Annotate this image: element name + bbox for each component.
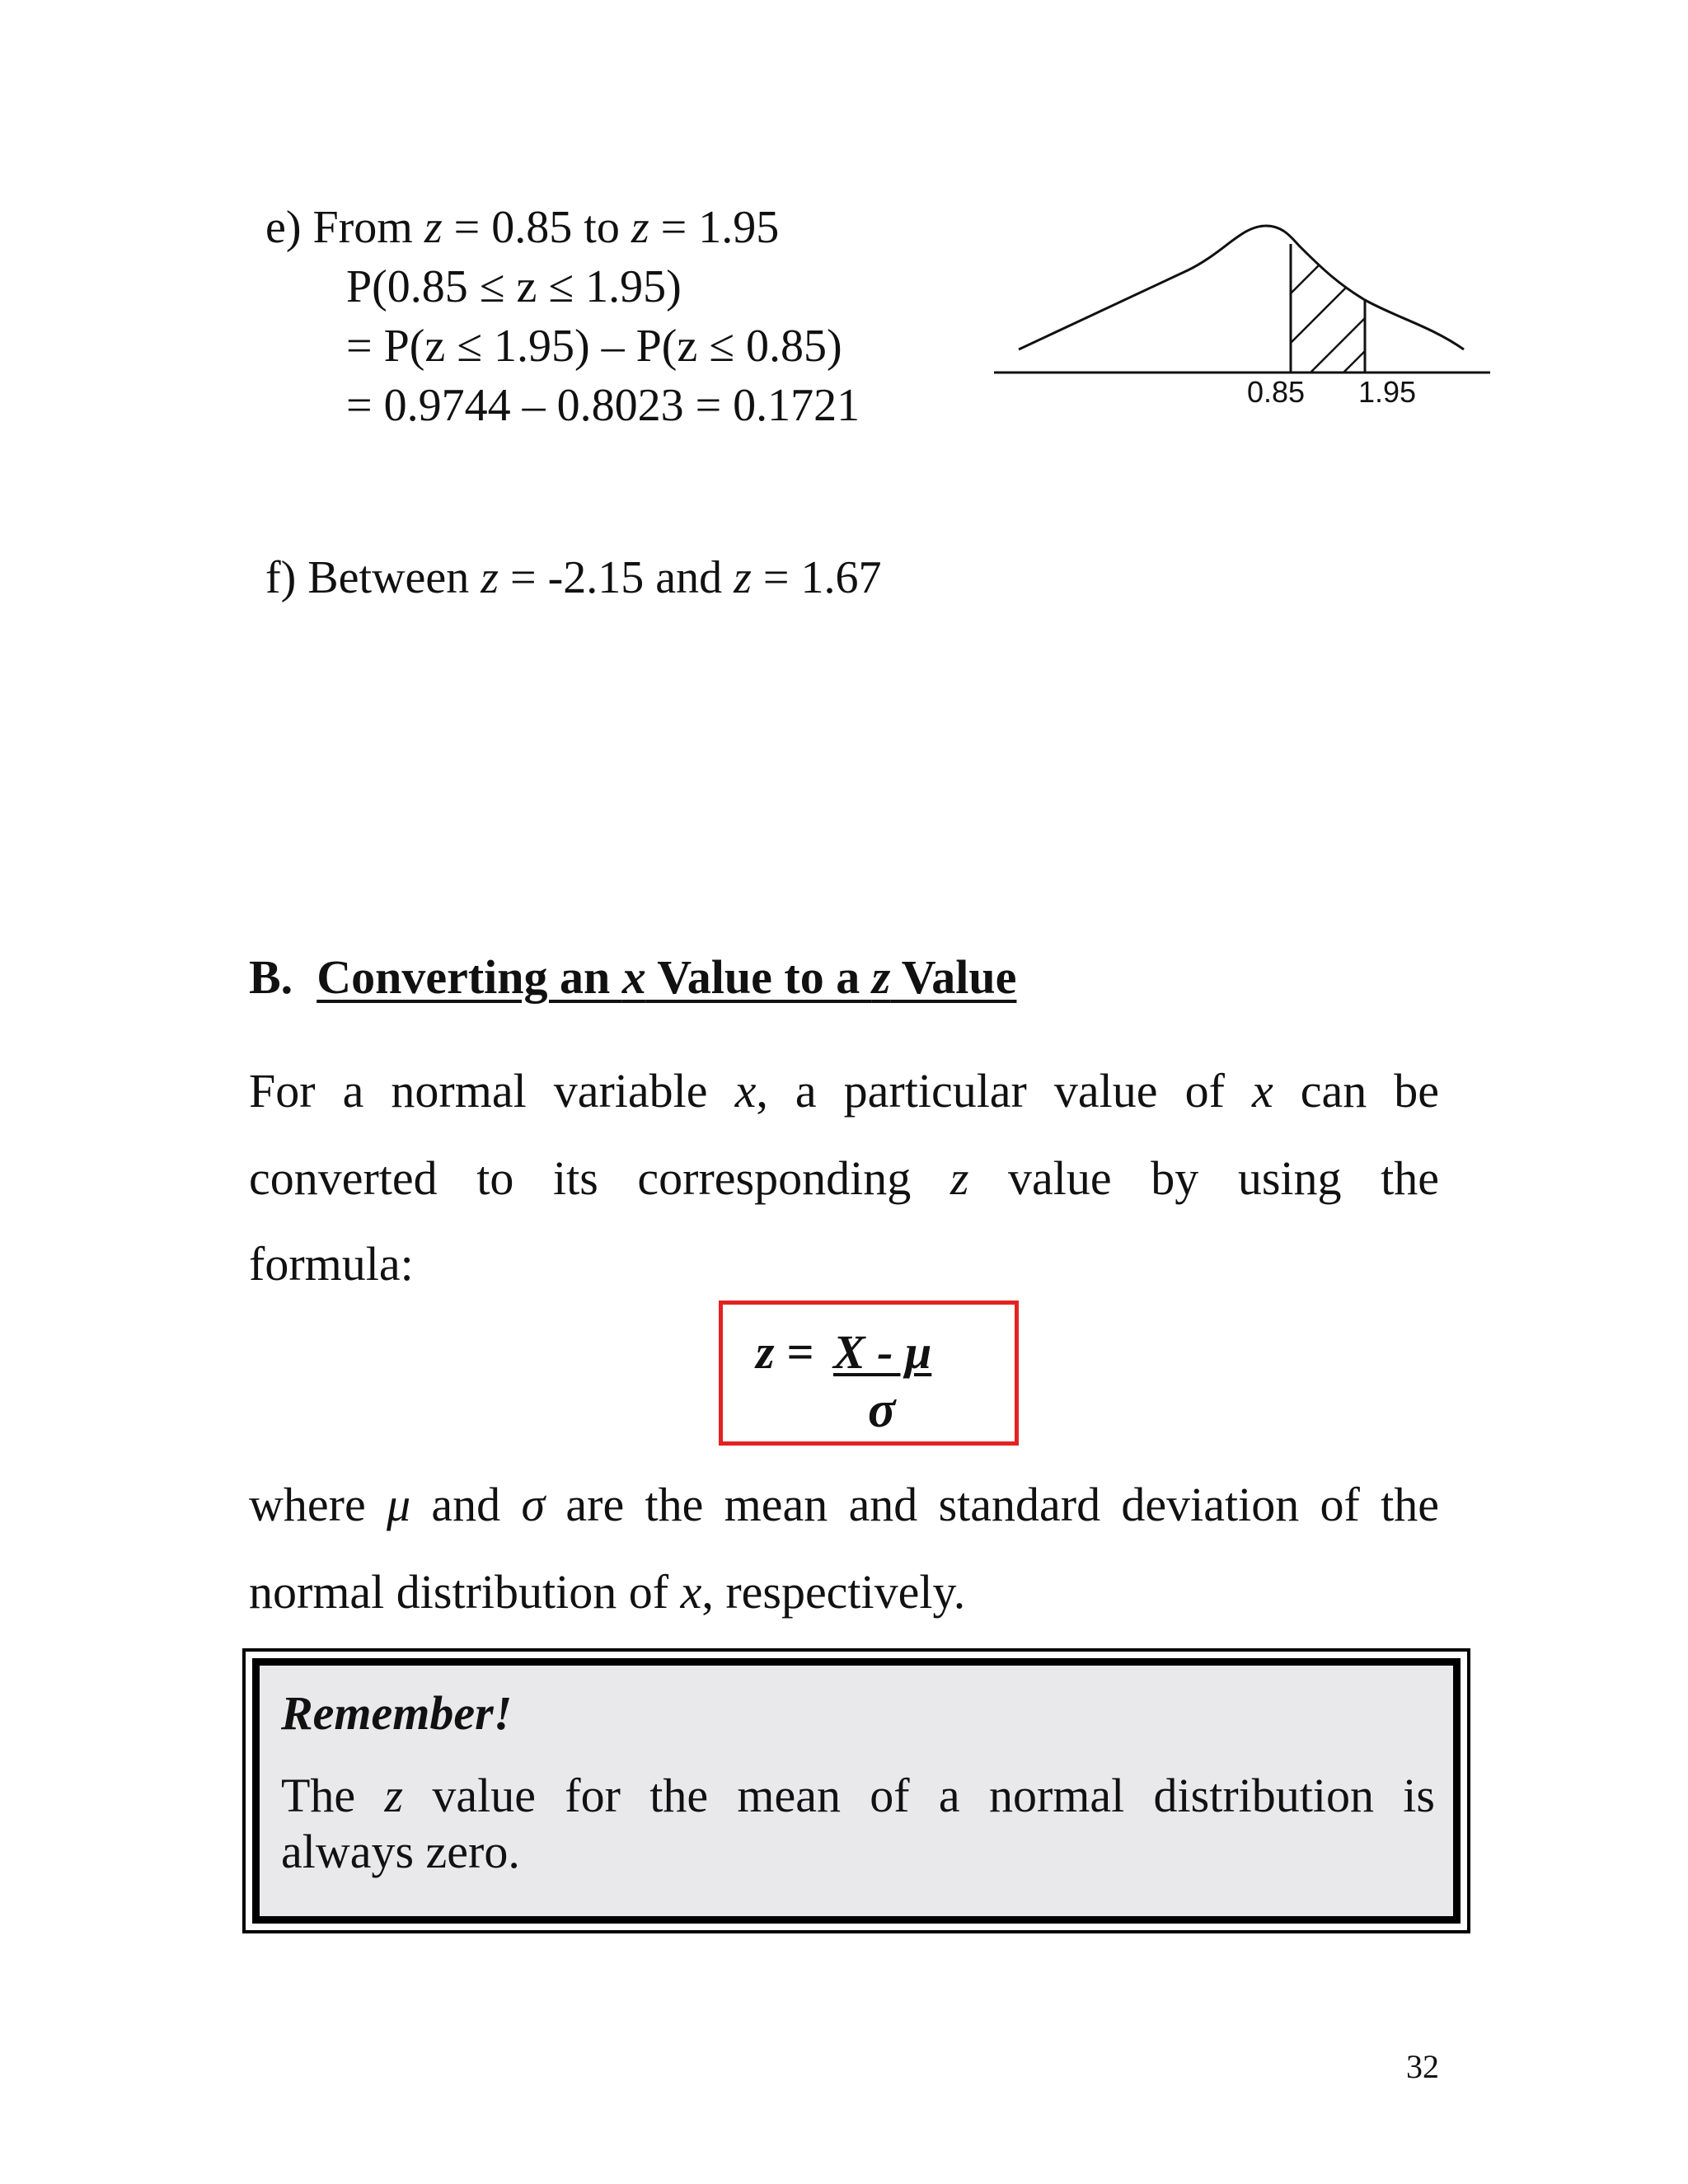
z-symbol: z — [384, 1769, 404, 1822]
remember-text: value for the mean of a normal distribution is — [403, 1769, 1435, 1822]
mu-symbol: μ — [387, 1478, 411, 1531]
remember-line-2: always zero. — [281, 1825, 520, 1878]
formula-numerator: X - μ — [833, 1325, 932, 1379]
z-symbol: z — [734, 552, 752, 603]
section-e-line-2: = P(z ≤ 1.95) – P(z ≤ 0.85) — [346, 321, 842, 372]
x-symbol: x — [734, 1064, 757, 1118]
where-text: , respectively. — [701, 1565, 966, 1619]
paragraph-text: converted to its corresponding — [249, 1151, 950, 1205]
section-e-line-1: P(0.85 ≤ z ≤ 1.95) — [346, 261, 682, 312]
formula-denominator: σ — [868, 1382, 896, 1438]
section-e-eq2: = 1.95 — [649, 202, 780, 253]
where-text: normal distribution of — [249, 1565, 681, 1619]
tick-label-085: 0.85 — [1246, 375, 1306, 409]
remember-title: Remember! — [281, 1686, 513, 1740]
section-f-label: f) — [265, 552, 297, 603]
paragraph-text: value by using the — [968, 1151, 1439, 1205]
where-line-1 — [249, 1475, 1439, 1535]
remember-text: The — [281, 1769, 385, 1822]
section-e-line-3: = 0.9744 – 0.8023 = 0.1721 — [346, 380, 860, 431]
paragraph-text: For a normal variable — [249, 1064, 735, 1118]
remember-box-inner — [252, 1658, 1461, 1924]
z-symbol: z — [424, 202, 443, 253]
x-symbol: x — [621, 950, 646, 1004]
page-number: 32 — [1406, 2048, 1439, 2085]
section-e-eq1: = 0.85 to — [442, 202, 631, 253]
paragraph-text: can be — [1273, 1064, 1440, 1118]
shaded-hatch — [1282, 236, 1414, 384]
section-e-from: From — [312, 202, 413, 253]
section-f-between: Between — [307, 552, 470, 603]
z-symbol: z — [950, 1151, 969, 1205]
z-symbol: z — [631, 202, 649, 253]
section-b-title — [316, 950, 1016, 1004]
x-symbol: x — [680, 1565, 702, 1619]
x-symbol: x — [1251, 1064, 1273, 1118]
formula-lhs: z = — [756, 1325, 814, 1379]
curve-line — [1019, 226, 1464, 349]
sigma-symbol: σ — [521, 1478, 546, 1531]
where-text: where — [249, 1478, 387, 1531]
section-b-heading — [249, 948, 1016, 1007]
heading-text: Value to a — [645, 950, 872, 1004]
where-text: and — [410, 1478, 522, 1531]
tick-label-195: 1.95 — [1357, 375, 1417, 409]
where-line-2 — [249, 1563, 1439, 1622]
section-e-title — [265, 198, 779, 257]
z-symbol: z — [481, 552, 499, 603]
heading-text: Converting an — [316, 950, 622, 1004]
paragraph-line-1 — [249, 1062, 1439, 1121]
normal-curve-diagram — [986, 211, 1497, 417]
where-text: are the mean and standard deviation of the — [545, 1478, 1440, 1531]
section-f-eq1: = -2.15 and — [499, 552, 734, 603]
remember-box — [242, 1648, 1470, 1933]
heading-text: Value — [890, 950, 1017, 1004]
section-f-title — [265, 548, 882, 607]
paragraph-text: , a particular value of — [756, 1064, 1252, 1118]
paragraph-line-3: formula: — [249, 1237, 414, 1291]
section-e-label: e) — [265, 202, 302, 253]
paragraph-line-2 — [249, 1149, 1439, 1208]
section-b-letter: B. — [249, 950, 293, 1004]
z-symbol: z — [871, 950, 891, 1004]
formula-box — [719, 1301, 1019, 1446]
remember-line-1 — [281, 1768, 1435, 1824]
section-f-eq2: = 1.67 — [751, 552, 882, 603]
